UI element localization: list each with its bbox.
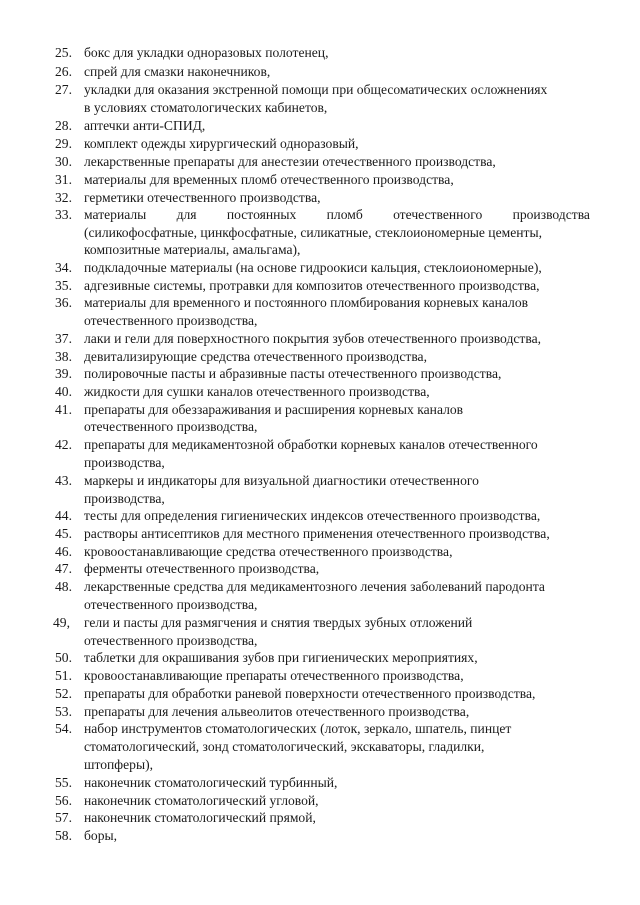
item-word: материалы [84, 207, 147, 222]
item-text-line: наконечник стоматологический угловой, [84, 793, 319, 808]
item-text-line: гели и пасты для размягчения и снятия твердых зубных отложений [84, 615, 473, 630]
item-number: 28. [55, 118, 72, 133]
item-text-line: наконечник стоматологический прямой, [84, 810, 316, 825]
item-text-line: препараты для обеззараживания и расширения корневых каналов [84, 402, 464, 417]
item-number: 44. [55, 508, 72, 523]
item-text-line: в условиях стоматологических кабинетов, [84, 100, 328, 115]
item-number: 49, [53, 615, 70, 630]
item-number: 37. [55, 331, 72, 346]
item-text-line: производства, [84, 491, 165, 506]
item-number: 27. [55, 82, 72, 97]
item-text-line: тесты для определения гигиенических индексов отечественного производства, [84, 508, 541, 523]
item-text-line: кровоостанавливающие препараты отечественного производства, [84, 668, 464, 683]
item-number: 47. [55, 561, 72, 576]
item-word: производства [512, 207, 590, 222]
item-text-line: ферменты отечественного производства, [84, 561, 320, 576]
item-text-line: аптечки анти-СПИД, [84, 118, 206, 133]
item-text-line: отечественного производства, [84, 597, 258, 612]
item-text-line: подкладочные материалы (на основе гидроокиси кальция, стеклоиономерные), [84, 260, 542, 275]
item-number: 58. [55, 828, 72, 843]
item-text-line: штопферы), [84, 757, 153, 772]
item-text-line: отечественного производства, [84, 633, 258, 648]
item-text-line: лаки и гели для поверхностного покрытия зубов отечественного производства, [84, 331, 542, 346]
item-number: 38. [55, 349, 72, 364]
item-text-line: материалы для временных пломб отечественного производства, [84, 172, 454, 187]
item-number: 31. [55, 172, 72, 187]
item-word: пломб [326, 207, 363, 222]
item-number: 56. [55, 793, 72, 808]
item-number: 55. [55, 775, 72, 790]
item-number: 32. [55, 190, 72, 205]
item-text-line: препараты для обработки раневой поверхности отечественного производства, [84, 686, 536, 701]
item-word: отечественного [393, 207, 483, 222]
item-number: 30. [55, 154, 72, 169]
item-text-line: композитные материалы, амальгама), [84, 242, 301, 257]
item-number: 48. [55, 579, 72, 594]
item-text-line: препараты для медикаментозной обработки корневых каналов отечественного [84, 437, 538, 452]
item-text-line: стоматологический, зонд стоматологический, экскаваторы, гладилки, [84, 739, 485, 754]
item-text-line: адгезивные системы, протравки для композитов отечественного производства, [84, 278, 540, 293]
item-number: 29. [55, 136, 72, 151]
item-number: 33. [55, 207, 72, 222]
item-text-line: препараты для лечения альвеолитов отечественного производства, [84, 704, 470, 719]
item-text-line: материалы для временного и постоянного пломбирования корневых каналов [84, 295, 529, 310]
item-text-line: укладки для оказания экстренной помощи при общесоматических осложнениях [84, 82, 548, 97]
item-number: 25. [55, 45, 72, 60]
item-number: 39. [55, 366, 72, 381]
item-number: 54. [55, 721, 72, 736]
item-number: 57. [55, 810, 72, 825]
item-text-line: комплект одежды хирургический одноразовый, [84, 136, 359, 151]
item-text-line: отечественного производства, [84, 419, 258, 434]
item-number: 51. [55, 668, 72, 683]
item-number: 50. [55, 650, 72, 665]
item-number: 34. [55, 260, 72, 275]
item-text-line: девитализирующие средства отечественного производства, [84, 349, 427, 364]
item-text-line: растворы антисептиков для местного применения отечественного производства, [84, 526, 550, 541]
item-word: постоянных [226, 207, 297, 222]
item-text-line [84, 206, 590, 223]
item-text-line: набор инструментов стоматологических (лоток, зеркало, шпатель, пинцет [84, 721, 512, 736]
item-number: 41. [55, 402, 72, 417]
item-text-line: маркеры и индикаторы для визуальной диагностики отечественного [84, 473, 479, 488]
item-number: 40. [55, 384, 72, 399]
item-text-line: наконечник стоматологический турбинный, [84, 775, 338, 790]
item-number: 35. [55, 278, 72, 293]
item-text-line: полировочные пасты и абразивные пасты отечественного производства, [84, 366, 502, 381]
item-word: для [176, 207, 197, 222]
item-text-line: производства, [84, 455, 165, 470]
item-text-line: лекарственные препараты для анестезии отечественного производства, [84, 154, 496, 169]
item-number: 53. [55, 704, 72, 719]
item-text-line: спрей для смазки наконечников, [84, 64, 271, 79]
item-text-line: герметики отечественного производства, [84, 190, 321, 205]
item-text-line: таблетки для окрашивания зубов при гигиенических мероприятиях, [84, 650, 478, 665]
item-text-line: боры, [84, 828, 118, 843]
item-text-line: бокс для укладки одноразовых полотенец, [84, 45, 329, 60]
item-number: 46. [55, 544, 72, 559]
item-text-line: отечественного производства, [84, 313, 258, 328]
item-number: 26. [55, 64, 72, 79]
item-number: 42. [55, 437, 72, 452]
item-number: 36. [55, 295, 72, 310]
item-text-line: (силикофосфатные, цинкфосфатные, силикатные, стеклоиономерные цементы, [84, 225, 542, 240]
item-number: 43. [55, 473, 72, 488]
item-text-line: жидкости для сушки каналов отечественного производства, [84, 384, 430, 399]
item-number: 45. [55, 526, 72, 541]
item-text-line: лекарственные средства для медикаментозного лечения заболеваний пародонта [84, 579, 545, 594]
item-text-line: кровоостанавливающие средства отечественного производства, [84, 544, 453, 559]
item-number: 52. [55, 686, 72, 701]
